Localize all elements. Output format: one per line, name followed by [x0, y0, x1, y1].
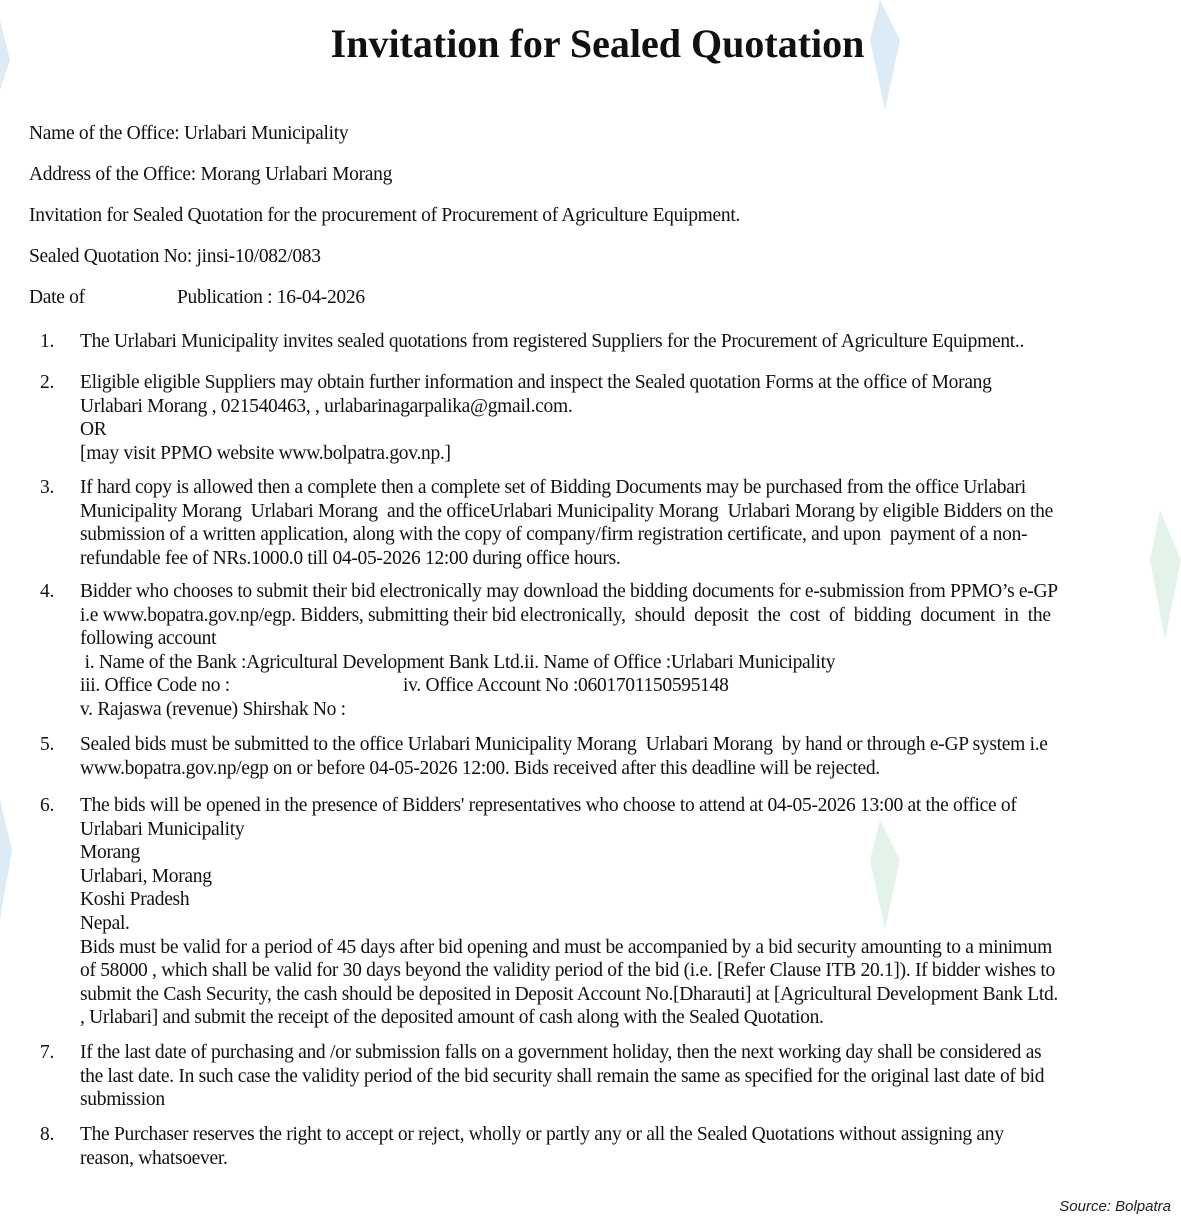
invitation-text: Invitation for Sealed Quotation for the procurement of Procurement of Agriculture Equipment. — [29, 205, 741, 226]
item-number: 7. — [40, 1042, 55, 1063]
item-line: Nepal. — [80, 912, 130, 934]
item-line: If hard copy is allowed then a complete then a complete set of Bidding Documents may be purchased from the office Urlabari — [80, 477, 1026, 498]
item-line: Eligible eligible Suppliers may obtain further information and inspect the Sealed quotation Forms at the office of Morang — [80, 372, 992, 393]
item-line: The Urlabari Municipality invites sealed quotations from registered Suppliers for the Procurement of Agriculture Equipment.. — [80, 331, 1025, 352]
list-item — [0, 580, 1181, 722]
item-line: Bidder who chooses to submit their bid electronically may download the bidding documents for e-submission from PPMO’s e-GP — [80, 581, 1058, 602]
item-line: Koshi Pradesh — [80, 889, 190, 911]
item-line: www.bopatra.gov.np/egp on or before 04-05-2026 12:00. Bids received after this deadline will be rejected. — [80, 757, 880, 779]
office-code: iii. Office Code no : — [80, 675, 230, 697]
item-line: Urlabari, Morang — [80, 865, 212, 887]
publication-value: Publication : 16-04-2026 — [177, 287, 365, 308]
page-title: Invitation for Sealed Quotation — [330, 21, 865, 66]
item-line: i.e www.bopatra.gov.np/egp. Bidders, submitting their bid electronically, should deposit the cost of bidding document in the — [80, 604, 1051, 626]
rajaswa-shirshak: v. Rajaswa (revenue) Shirshak No : — [80, 698, 346, 720]
item-line: If the last date of purchasing and /or submission falls on a government holiday, then the next working day shall be considered as — [80, 1042, 1042, 1063]
source-credit: Source: Bolpatra — [1059, 1198, 1171, 1215]
list-item — [0, 330, 1181, 354]
item-line: The bids will be opened in the presence of Bidders' representatives who choose to attend at 04-05-2026 13:00 at the office of — [80, 795, 1017, 816]
item-line: Morang — [80, 842, 140, 864]
list-item — [0, 733, 1181, 780]
item-number: 1. — [40, 331, 55, 352]
item-number: 2. — [40, 372, 55, 393]
list-item — [0, 371, 1181, 465]
item-line: Urlabari Morang , 021540463, , urlabarinagarpalika@gmail.com. — [80, 395, 573, 417]
office-account-no: iv. Office Account No :0601701150595148 — [403, 675, 729, 697]
item-number: 5. — [40, 734, 55, 755]
item-line: Municipality Morang Urlabari Morang and the officeUrlabari Municipality Morang Urlabari Morang by eligible Bidders on the — [80, 500, 1053, 522]
item-line: the last date. In such case the validity period of the bid security shall remain the same as specified for the original last date of bid — [80, 1065, 1045, 1087]
item-line: Sealed bids must be submitted to the office Urlabari Municipality Morang Urlabari Morang by hand or through e-GP system i.e — [80, 734, 1048, 755]
item-line: OR — [80, 419, 107, 441]
item-number: 6. — [40, 795, 55, 816]
item-line: submit the Cash Security, the cash should be deposited in Deposit Account No.[Dharauti] at [Agricultural Development Bank Ltd. — [80, 983, 1058, 1005]
publication-date — [29, 286, 629, 310]
item-line: reason, whatsoever. — [80, 1147, 228, 1169]
office-name: Name of the Office: Urlabari Municipality — [29, 123, 349, 144]
list-item — [0, 794, 1181, 1030]
list-item — [0, 476, 1181, 570]
item-number: 3. — [40, 477, 55, 498]
date-label: Date of — [29, 287, 85, 308]
item-line: i. Name of the Bank :Agricultural Development Bank Ltd.ii. Name of Office :Urlabari Municipality — [80, 651, 836, 673]
item-number: 4. — [40, 581, 55, 602]
item-line: Bids must be valid for a period of 45 days after bid opening and must be accompanied by a bid security amounting to a minimum — [80, 936, 1052, 958]
quotation-no: Sealed Quotation No: jinsi-10/082/083 — [29, 246, 321, 267]
item-line: following account — [80, 628, 217, 650]
office-address: Address of the Office: Morang Urlabari Morang — [29, 164, 393, 185]
item-line: [may visit PPMO website www.bolpatra.gov.np.] — [80, 442, 451, 464]
item-line: The Purchaser reserves the right to accept or reject, wholly or partly any or all the Sealed Quotations without assigning any — [80, 1124, 1004, 1145]
item-line: of 58000 , which shall be valid for 30 days beyond the validity period of the bid (i.e. [Refer Clause ITB 20.1]). If bidder wishes to — [80, 960, 1055, 982]
item-line: , Urlabari] and submit the receipt of the deposited amount of cash along with the Sealed Quotation. — [80, 1007, 824, 1029]
item-number: 8. — [40, 1124, 55, 1145]
item-line: submission of a written application, along with the copy of company/firm registration certificate, and upon payment of a non- — [80, 524, 1028, 546]
item-line: Urlabari Municipality — [80, 818, 245, 840]
list-item — [0, 1123, 1181, 1170]
list-item — [0, 1041, 1181, 1112]
item-line: refundable fee of NRs.1000.0 till 04-05-2026 12:00 during office hours. — [80, 547, 621, 569]
item-line: submission — [80, 1089, 165, 1111]
